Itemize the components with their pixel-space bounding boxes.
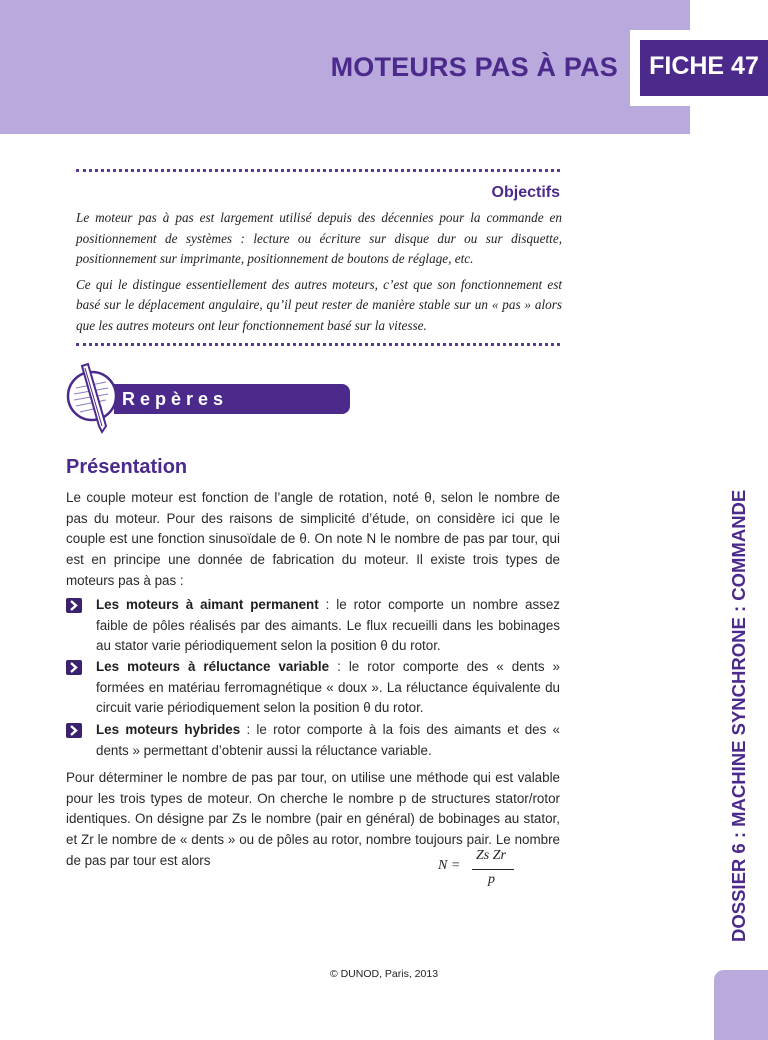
chevron-right-icon <box>66 660 82 675</box>
divider-top <box>76 169 560 172</box>
divider-bottom <box>76 343 560 346</box>
bullet-text: : le rotor comporte des « dents » formées en matériau ferromagnétique « doux ». La réluctance équivalente du circuit varie périodiquement selon la position θ du rotor. <box>96 659 560 716</box>
objectifs-paragraph-1: Le moteur pas à pas est largement utilisé depuis des décennies pour la commande en positionnement de systèmes : lecture ou écriture sur disque dur ou sur disquette, positionnement sur imprimante, positionnement de boutons de réglage, etc. <box>76 210 562 267</box>
corner-tab <box>714 970 768 1040</box>
fiche-badge: FICHE 47 <box>640 40 768 96</box>
objectifs-title: Objectifs <box>491 184 560 201</box>
page-title: MOTEURS PAS À PAS <box>330 52 618 82</box>
formula-denominator: p <box>488 872 495 887</box>
objectifs-paragraph-2: Ce qui le distingue essentiellement des autres moteurs, c’est que son fonctionnement est basé sur le déplacement angulaire, qu’il peut rester de manière stable sur un « pas » alors que les autres moteurs ont leur fonctionnement basé sur la vitesse. <box>76 276 562 333</box>
list-item <box>66 720 560 761</box>
formula-numerator: Zs Zr <box>476 848 506 863</box>
bullet-text: : le rotor comporte à la fois des aimants et des « dents » permettant d’obtenir aussi la réluctance variable. <box>96 722 560 758</box>
formula-lhs: N = <box>438 858 461 873</box>
objectifs-text <box>76 208 562 342</box>
footer-copyright: © DUNOD, Paris, 2013 <box>329 968 439 980</box>
list-item <box>66 595 560 657</box>
dossier-sidebar-label: DOSSIER 6 : MACHINE SYNCHRONE : COMMANDE <box>728 489 749 942</box>
outro-text: Pour déterminer le nombre de pas par tour, on utilise une méthode qui est valable pour les trois types de moteur. On cherche le nombre p de structures stator/rotor identiques. On désigne par Zs le nombre (pair en général) de bobinages au stator, et Zr le nombre de « dents » ou de pôles au rotor, nombre toujours pair. Le nombre de pas par tour est alors <box>66 770 560 868</box>
pen-and-paper-icon <box>62 360 126 434</box>
formula <box>438 846 528 892</box>
bullet-text: : le rotor comporte un nombre assez faible de pôles réalisés par des aimants. Le flux recueilli dans les bobinages au stator varie périodiquement selon la position θ du rotor. <box>96 597 560 654</box>
fraction-bar <box>472 869 514 870</box>
presentation-intro: Le couple moteur est fonction de l’angle de rotation, noté θ, selon le nombre de pas du moteur. Pour des raisons de simplicité d’étude, on considère ici que le couple est une fonction sinusoïdale de θ. On note N le nombre de pas par tour, qui est en principe une donnée de fabrication du moteur. Il existe trois types de moteurs pas à pas : <box>66 490 560 588</box>
bullet-term: Les moteurs à réluctance variable <box>96 659 330 674</box>
chevron-right-icon <box>66 598 82 613</box>
bullet-term: Les moteurs hybrides <box>96 722 241 737</box>
list-item <box>66 657 560 719</box>
reperes-label: Repères <box>122 389 229 409</box>
chevron-right-icon <box>66 723 82 738</box>
bullet-term: Les moteurs à aimant permanent <box>96 597 319 612</box>
section-title-presentation: Présentation <box>66 456 188 478</box>
